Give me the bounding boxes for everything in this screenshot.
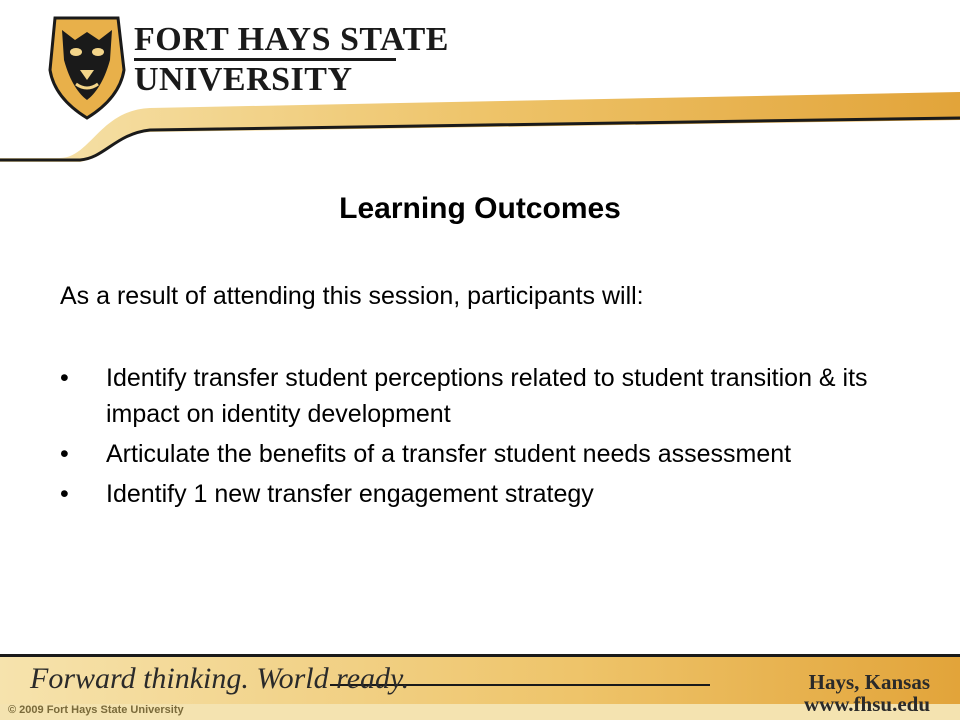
bullet-icon: •: [60, 480, 69, 508]
tiger-head-icon: [50, 18, 124, 118]
copyright-text: © 2009 Fort Hays State University: [8, 704, 184, 716]
list-item: [60, 476, 920, 512]
wordmark-line1: FORT HAYS STATE: [134, 21, 449, 58]
wordmark-line2: UNIVERSITY: [134, 61, 353, 98]
slide-title: Learning Outcomes: [339, 192, 621, 225]
bullet-icon: •: [60, 440, 69, 468]
tagline: Forward thinking. World ready.: [30, 662, 410, 695]
website-link[interactable]: www.fhsu.edu: [803, 692, 930, 716]
outcomes-list: [60, 360, 920, 516]
list-item: [60, 436, 920, 472]
list-item-text: Identify transfer student perceptions related to student transition & its impact on identity development: [106, 364, 868, 428]
bullet-icon: •: [60, 364, 69, 392]
list-item-text: Identify 1 new transfer engagement strategy: [106, 480, 594, 508]
list-item-text: Articulate the benefits of a transfer student needs assessment: [106, 440, 792, 468]
intro-text: As a result of attending this session, participants will:: [60, 282, 644, 310]
location-text: Hays, Kansas: [808, 670, 930, 694]
wordmark: [134, 20, 449, 100]
list-item: [60, 360, 920, 432]
